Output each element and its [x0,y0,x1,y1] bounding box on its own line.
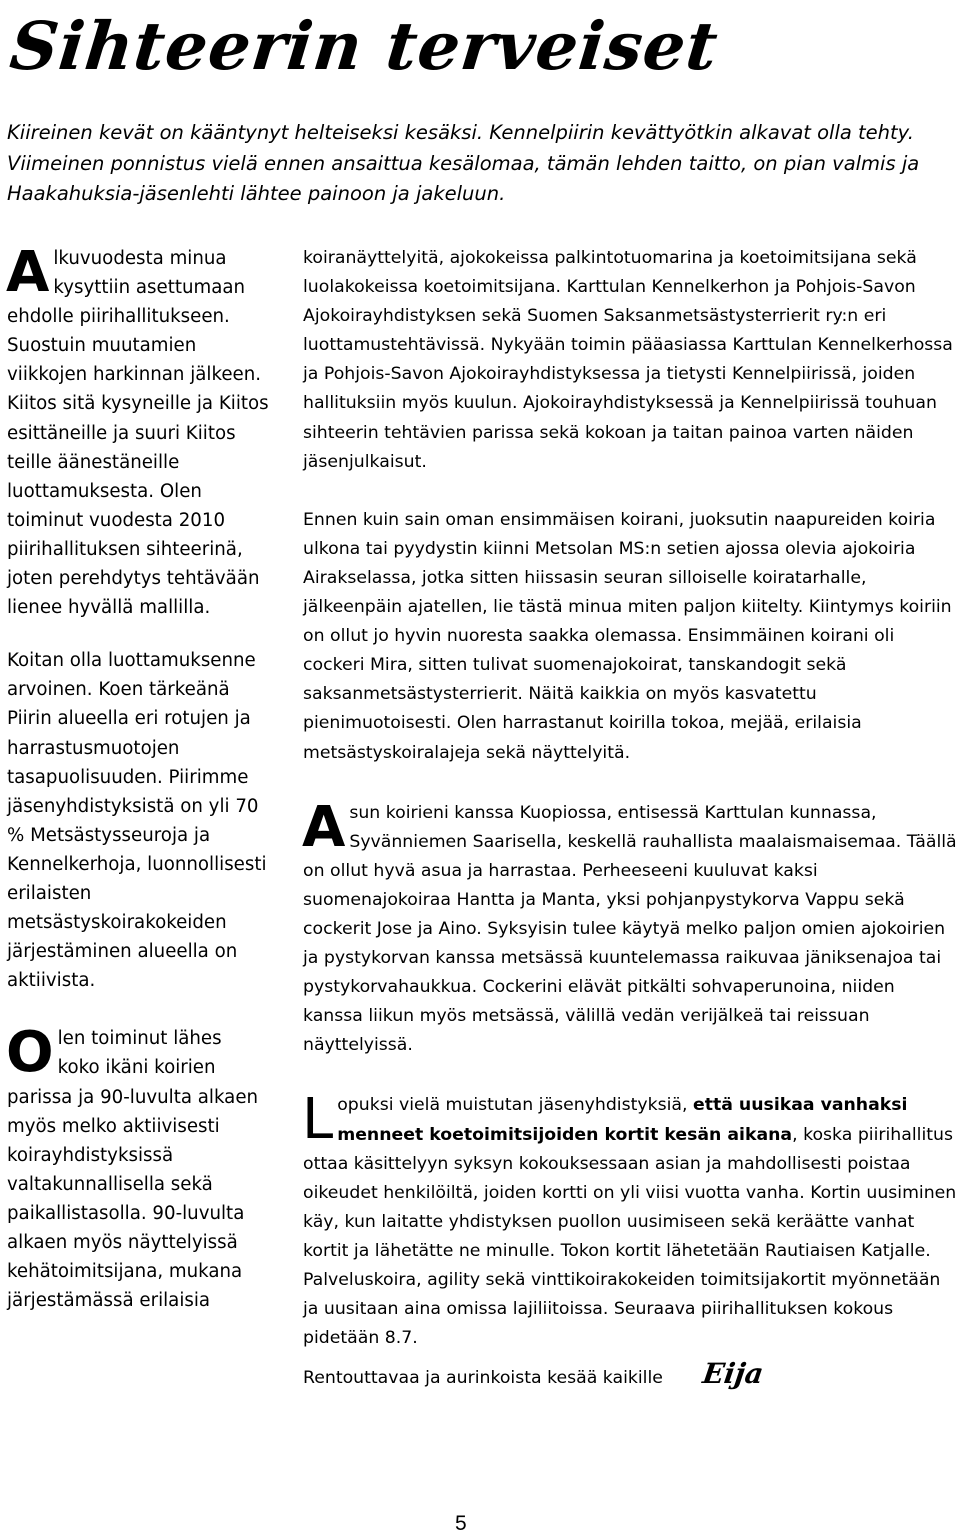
left-paragraph-1-text: lkuvuodesta minua kysyttiin asettumaan ehdolle piirihallitukseen. Suostuin muutamien viikkojen harkinnan jälkeen. Kiitos sitä kysyneille ja Kiitos esittäneille ja suuri Kiitos teille äänestäneille luottamuksesta. Olen toiminut vuodesta 2010 piirihallituksen sihteerinä, joten perehdytys tehtävään lienee hyvällä mallilla. [7,248,269,619]
left-paragraph-3 [6,1020,269,1315]
drop-cap: O [6,1020,54,1086]
closing-row [303,1359,958,1393]
left-paragraph-2: Koitan olla luottamuksenne arvoinen. Koen tärkeänä Piirin alueella eri rotujen ja harrastusmuotojen tasapuolisuuden. Piirimme jäsenyhdistyksistä on yli 70 % Metsästysseuroja ja Kennelkerhoja, luonnollisesti erilaisten metsästyskoirakokeiden järjestäminen alueella on aktiivista. [7,650,267,992]
right-paragraph-4-text-b: , koska piirihallitus ottaa käsittelyyn syksyn kokouksessaan asian ja mahdollisesti poistaa oikeudet henkilöiltä, joiden kortti on yli viisi vuotta vanha. Kortin uusiminen käy, kun laitatte yhdistyksen puollon uusimiseen sekä keräätte vanhat kortit ja lähetätte ne minulle. Tokon kortit lähetetään Rautiaisen Katjalle. Palveluskoira, agility sekä vinttikoirakokeiden toimitsijakortit myönnetään ja uusitaan aina omissa lajiliitoissa. Seuraava piirihallituksen kokous pidetään 8.7. [303,1124,957,1349]
drop-cap: A [6,240,50,305]
important-notice: että uusikaa vanhaksi menneet koetoimitsijoiden kortit kesän aikana [337,1095,908,1145]
drop-cap: L [302,1087,334,1153]
drop-cap: A [302,794,346,860]
intro-paragraph: Kiireinen kevät on kääntynyt helteiseksi kesäksi. Kennelpiirin kevättyötkin alkavat olla tehty. Viimeinen ponnistus vielä ennen ansaittua kesälomaa, tämän lehden taitto, on pian valmis ja Haakahuksia-jäsenlehti lähtee painoon ja jakeluun. [7,121,920,205]
left-paragraph-3-text: len toiminut lähes koko ikäni koirien parissa ja 90-luvulta alkaen myös melko aktiivisesti koirayhdistyksissä valtakunnallisella sekä paikallistasolla. 90-luvulta alkaen myös näyttelyissä kehätoimitsijana, mukana järjestämässä erilaisia [7,1028,259,1312]
page-title: Sihteerin terveiset [6,7,723,85]
right-paragraph-3-text: sun koirieni kanssa Kuopiossa, entisessä Karttulan kunnassa, Syvänniemen Saarisella, keskellä rauhallista maalaismaisemaa. Täällä on ollut hyvä asua ja harrastaa. Perheeseeni kuuluvat kaksi suomenajokoiraa Hantta ja Manta, yksi pohjanpystykorva Vappu sekä cockerit Jose ja Aino. Syksyisin tulee käytyä melko paljon omien ajokoirien ja pystykorvan kanssa metsässä kuuntelemassa raikuvaa jäniksenajoa tai pystykorvahaukkua. Cockerini elävät pitkälti sohvaperunoina, niiden kanssa liikun myös metsässä, välillä vedän verijälkeä tai reissuan näyttelyissä. [303,802,957,1056]
right-paragraph-4-text-a: opuksi vielä muistutan jäsenyhdistyksiä, [337,1095,694,1116]
right-column [303,244,958,1393]
right-paragraph-3 [302,794,958,1061]
right-paragraph-1: koiranäyttelyitä, ajokokeissa palkintotuomarina ja koetoimitsijana sekä luolakokeissa koetoimitsijana. Karttulan Kennelkerhon ja Pohjois-Savon Ajokoirayhdistyksen sekä Suomen Saksanmetsästysterrierit ry:n eri luottamustehtävissä. Nykyään toimin pääasiassa Karttulan Kennelkerhossa ja Pohjois-Savon Ajokoirayhdistyksessa ja tietysti Kennelpiirissä, joiden hallituksiin myös kuulun. Ajokoirayhdistyksessä ja Kennelpiirissä touhuan sihteerin tehtävien parissa sekä kokoan ja taitan painoa varten näiden jäsenjulkaisut. [303,248,953,472]
left-paragraph-1 [6,240,269,622]
right-paragraph-4 [302,1087,958,1353]
closing-greeting: Rentouttavaa ja aurinkoista kesää kaikille [303,1368,663,1389]
left-column [6,240,269,1315]
signature: Eija [700,1357,766,1391]
page-number: 5 [455,1512,467,1535]
right-paragraph-2: Ennen kuin sain oman ensimmäisen koirani, juoksutin naapureiden koiria ulkona tai pyydystin kiinni Metsolan MS:n setien ajossa olevia ajokoiria Airakselassa, jotka sitten hiissasin seuran silloiselle koiratarhalle, jälkeenpäin ajatellen, lie tästä minua miten paljon kiitelty. Kiintymys koiriin on ollut jo hyvin nuoresta saakka olemassa. Ensimmäinen koirani oli cockeri Mira, sitten tulivat suomenajokoirat, tanskandogit sekä saksanmetsästysterrierit. Näitä kaikkia on myös kasvatettu pienimuotoisesti. Olen harrastanut koirilla tokoa, mejää, erilaisia metsästyskoiralajeja sekä näyttelyitä. [303,509,952,763]
